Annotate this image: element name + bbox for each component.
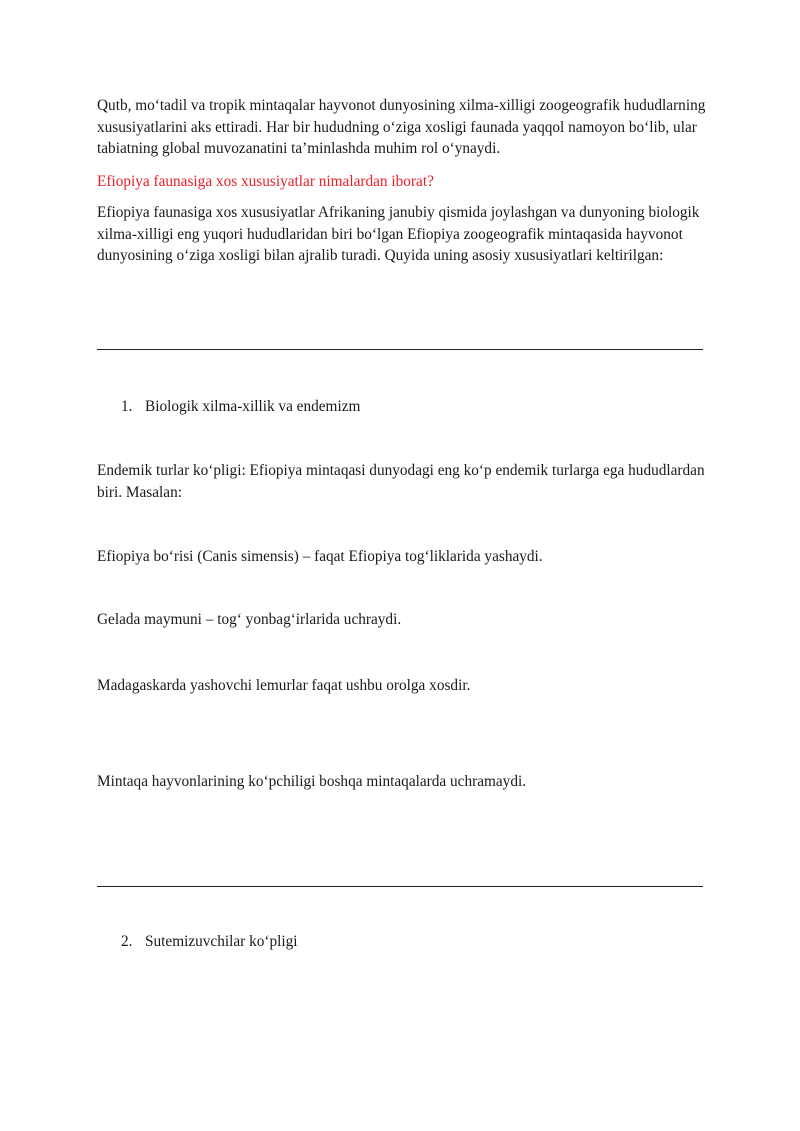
section-title: Biologik xilma-xillik va endemizm [145, 398, 361, 415]
intro-paragraph: Qutb, mo‘tadil va tropik mintaqalar hayvonot dunyosining xilma-xilligi zoogeografik hududlarning xususiyatlarini aks ettiradi. Har bir hududning o‘ziga xosligi faunada yaqqol namoyon bo‘lib, ular tabiatning global muvozanatini ta’minlashda muhim rol o‘ynaydi. [97, 97, 706, 157]
horizontal-divider [97, 349, 703, 350]
example-gelada: Gelada maymuni – tog‘ yonbag‘irlarida uchraydi. [97, 611, 402, 628]
example-lemur: Madagaskarda yashovchi lemurlar faqat ushbu orolga xosdir. [97, 677, 471, 694]
section-heading-2 [121, 931, 298, 953]
horizontal-divider [97, 886, 703, 887]
example-wolf: Efiopiya bo‘risi (Canis simensis) – faqat Efiopiya tog‘liklarida yashaydi. [97, 548, 543, 565]
section-heading-1 [121, 396, 360, 418]
section-title: Sutemizuvchilar ko‘pligi [145, 933, 298, 950]
region-paragraph: Mintaqa hayvonlarining ko‘pchiligi boshqa mintaqalarda uchramaydi. [97, 773, 527, 790]
list-number: 2. [121, 933, 133, 950]
question-heading: Efiopiya faunasiga xos xususiyatlar nimalardan iborat? [97, 173, 434, 190]
list-number: 1. [121, 398, 133, 415]
answer-paragraph: Efiopiya faunasiga xos xususiyatlar Afrikaning janubiy qismida joylashgan va dunyoning biologik xilma-xilligi eng yuqori hududlaridan biri bo‘lgan Efiopiya zoogeografik mintaqasida hayvonot dunyosining o‘ziga xosligi bilan ajralib turadi. Quyida uning asosiy xususiyatlari keltirilgan: [97, 204, 700, 264]
endemic-paragraph: Endemik turlar ko‘pligi: Efiopiya mintaqasi dunyodagi eng ko‘p endemik turlarga ega hududlardan biri. Masalan: [97, 462, 705, 501]
